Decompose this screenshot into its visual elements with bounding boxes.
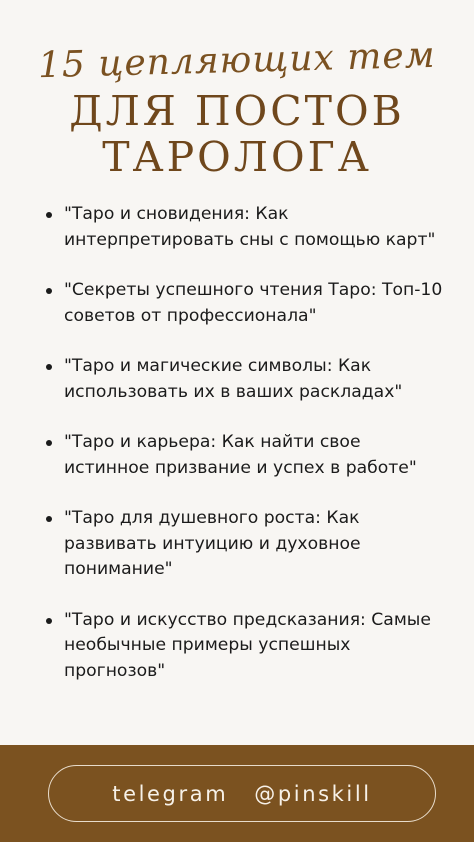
page-title-line-2: ТАРОЛОГА [102,132,372,181]
list-item [44,278,444,329]
topic-text: "Таро и магические символы: Как использовать их в ваших раскладах" [64,356,403,402]
list-item [44,430,444,481]
bullet-icon [46,516,52,522]
bullet-icon [46,288,52,294]
footer-bar [0,745,474,842]
page-title [0,88,474,180]
page-title-line-1: ДЛЯ ПОСТОВ [69,86,405,135]
topic-text: "Таро и сновидения: Как интерпретировать сны с помощью карт" [64,204,436,250]
bullet-icon [46,618,52,624]
list-item [44,354,444,405]
list-item [44,506,444,583]
telegram-link-button[interactable] [48,765,436,822]
bullet-icon [46,212,52,218]
list-item [44,202,444,253]
script-title: 15 цепляющих тем [37,34,437,87]
bullet-icon [46,364,52,370]
telegram-handle: @pinskill [254,781,372,806]
header [0,34,474,181]
topic-text: "Таро и карьера: Как найти свое истинное призвание и успех в работе" [64,432,417,478]
bullet-icon [46,440,52,446]
topic-text: "Таро для душевного роста: Как развивать интуицию и духовное понимание" [64,508,361,579]
topic-text: "Таро и искусство предсказания: Самые необычные примеры успешных прогнозов" [64,609,431,681]
list-item [44,608,444,685]
topic-list [44,202,444,709]
telegram-platform-label: telegram [112,781,229,806]
topic-text: "Секреты успешного чтения Таро: Топ-10 советов от профессионала" [64,280,443,326]
